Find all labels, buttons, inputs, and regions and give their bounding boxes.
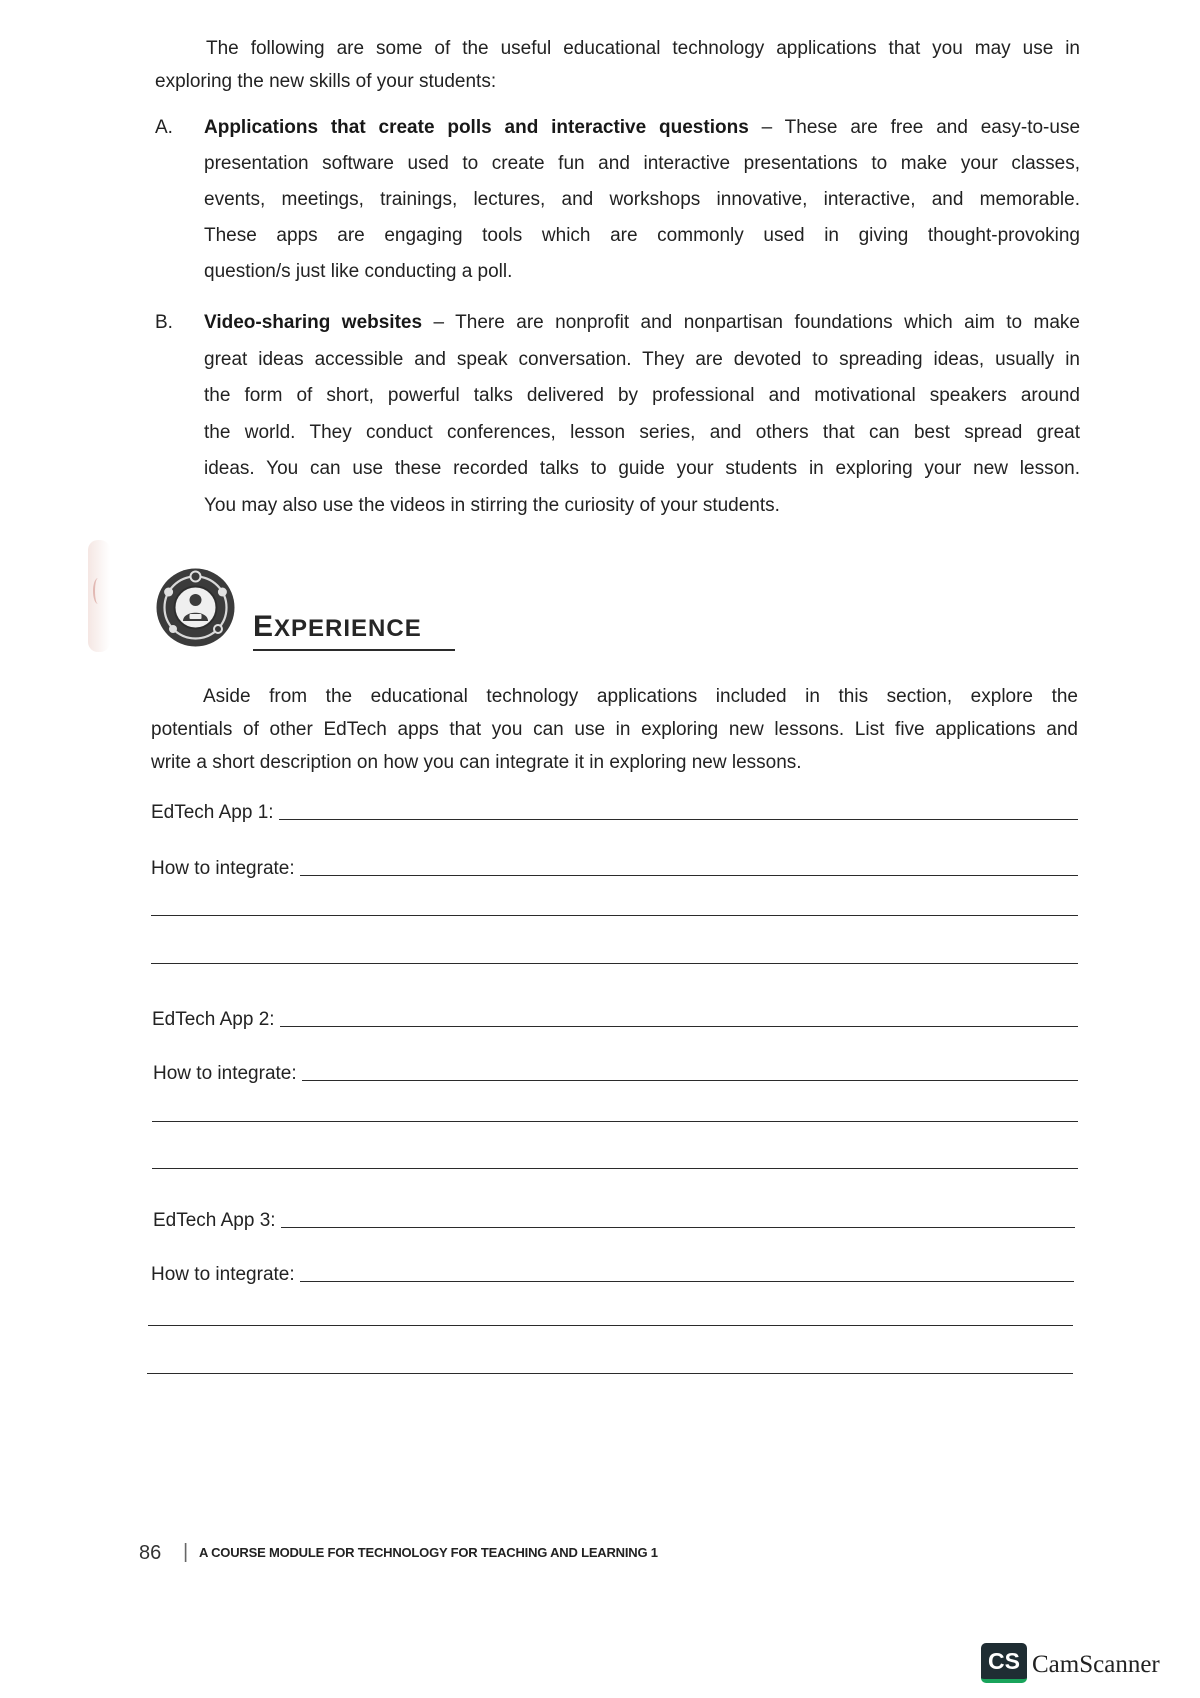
integrate-3-blank-line [147, 1373, 1073, 1374]
integrate-1-blank-line [151, 915, 1078, 916]
page-number: 86 [139, 1542, 162, 1564]
item-b-line: the world. They conduct conferences, lesson series, and others that can best spread great [204, 421, 1080, 443]
edtech-app-2-answer-line [280, 1026, 1078, 1027]
item-a-line: events, meetings, trainings, lectures, and workshops innovative, interactive, and memorable. [204, 189, 1080, 211]
integrate-1-answer-line [300, 875, 1078, 876]
item-a-line: question/s just like conducting a poll. [204, 261, 513, 283]
experience-line: Aside from the educational technology applications included in this section, explore the [203, 686, 1078, 707]
section-heading: EXPERIENCE [253, 610, 422, 643]
item-a-line: presentation software used to create fun and interactive presentations to make your classes, [204, 153, 1080, 175]
intro-line: The following are some of the useful educational technology applications that you may use in [206, 38, 1080, 59]
integrate-1-blank-line [151, 963, 1078, 964]
item-b-line: great ideas accessible and speak conversation. They are devoted to spreading ideas, usually in [204, 348, 1080, 370]
item-b-title: Video-sharing websites [204, 312, 423, 333]
integrate-2-answer-line [302, 1080, 1078, 1081]
integrate-3-label: How to integrate: [151, 1264, 295, 1285]
integrate-2-row [153, 1061, 1078, 1087]
item-a-marker: A. [155, 117, 173, 138]
item-a-line [204, 110, 1080, 146]
edtech-app-3-row [153, 1208, 1075, 1234]
item-b-paragraph [204, 305, 1080, 524]
integrate-2-blank-line [152, 1121, 1078, 1122]
item-a-lead-text: – These are free and easy-to-use [748, 117, 1081, 138]
edtech-app-3-label: EdTech App 3: [153, 1210, 276, 1231]
experience-paragraph [151, 680, 1078, 779]
item-b-marker: B. [155, 312, 173, 333]
item-b-line: You may also use the videos in stirring the curiosity of your students. [204, 494, 780, 516]
item-b-line [204, 305, 1080, 342]
intro-line: exploring the new skills of your students: [155, 70, 497, 92]
icon-inner-disc [175, 587, 217, 629]
integrate-3-blank-line [148, 1325, 1073, 1326]
edtech-app-1-answer-line [279, 819, 1078, 820]
experience-line: write a short description on how you can integrate it in exploring new lessons. [151, 752, 802, 774]
section-heading-underline [253, 649, 455, 651]
integrate-2-blank-line [152, 1168, 1078, 1169]
integrate-1-label: How to integrate: [151, 858, 295, 879]
integrate-2-label: How to integrate: [153, 1063, 297, 1084]
item-b-line: ideas. You can use these recorded talks to guide your students in exploring your new lesson. [204, 458, 1080, 479]
integrate-1-row [151, 856, 1078, 882]
person-orbit-icon [155, 567, 236, 648]
item-b-line: the form of short, powerful talks delivered by professional and motivational speakers around [204, 385, 1080, 406]
camscanner-logo: CS [981, 1643, 1027, 1683]
item-a-paragraph [204, 110, 1080, 290]
integrate-3-answer-line [300, 1281, 1074, 1282]
integrate-3-row [151, 1262, 1074, 1288]
edtech-app-2-row [152, 1007, 1078, 1033]
camscanner-name: CamScanner [1032, 1651, 1160, 1678]
item-a-line: These apps are engaging tools which are commonly used in giving thought-provoking [204, 225, 1080, 247]
edtech-app-1-label: EdTech App 1: [151, 802, 274, 823]
experience-line: potentials of other EdTech apps that you can use in exploring new lessons. List five applications and [151, 719, 1078, 741]
scan-edge-mark [93, 578, 103, 604]
intro-paragraph [155, 33, 1080, 98]
module-title: A COURSE MODULE FOR TECHNOLOGY FOR TEACHING AND LEARNING 1 [199, 1545, 658, 1560]
item-a-title: Applications that create polls and interactive questions [204, 117, 749, 138]
footer-separator: | [183, 1541, 189, 1563]
edtech-app-2-label: EdTech App 2: [152, 1009, 275, 1030]
edtech-app-3-answer-line [281, 1227, 1075, 1228]
edtech-app-1-row [151, 800, 1078, 826]
item-b-lead-text: – There are nonprofit and nonpartisan foundations which aim to make [422, 312, 1080, 333]
